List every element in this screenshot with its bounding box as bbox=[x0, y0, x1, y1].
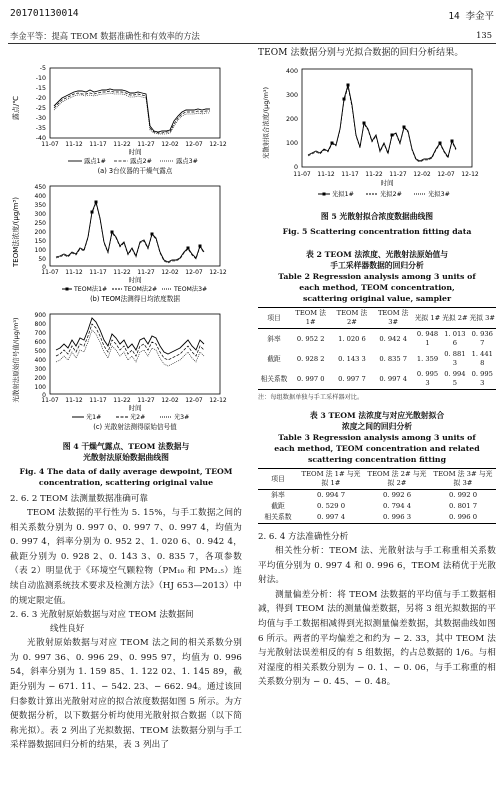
chart-a-ylabel: 露点/℃ bbox=[12, 95, 20, 121]
teom-markers bbox=[91, 201, 202, 250]
svg-text:400: 400 bbox=[34, 193, 46, 200]
chart-b-ylabel: TEOM法浓度/(μg/m³) bbox=[12, 197, 20, 267]
fitting-chart bbox=[258, 63, 496, 203]
svg-text:露点3#: 露点3# bbox=[176, 158, 198, 165]
svg-text:TEOM法2#: TEOM法2# bbox=[124, 286, 158, 293]
svg-text:-30: -30 bbox=[35, 115, 46, 122]
scatter-original-chart bbox=[10, 310, 242, 432]
fit-markers bbox=[331, 84, 454, 145]
svg-text:300: 300 bbox=[34, 211, 46, 218]
svg-text:11-22: 11-22 bbox=[113, 269, 131, 276]
header-rule bbox=[8, 43, 496, 44]
svg-text:800: 800 bbox=[34, 321, 46, 328]
table-2 bbox=[258, 307, 496, 390]
svg-text:11-27: 11-27 bbox=[389, 171, 407, 178]
svg-text:11-07: 11-07 bbox=[41, 397, 59, 404]
svg-text:11-17: 11-17 bbox=[89, 269, 107, 276]
svg-text:TEOM法3#: TEOM法3# bbox=[174, 286, 208, 293]
table2-header: TEOM 法 2# bbox=[331, 308, 372, 329]
svg-text:450: 450 bbox=[34, 184, 46, 191]
svg-text:200: 200 bbox=[34, 229, 46, 236]
chart-a-caption: (a) 3台仪器的干燥气露点 bbox=[97, 167, 173, 175]
table-row: 斜率 0. 952 2 1. 020 6 0. 942 4 0. 948 1 1. 013 6 0. 936 7 bbox=[267, 330, 493, 347]
chart-b-caption: (b) TEOM法测得日均浓度数据 bbox=[90, 295, 180, 303]
svg-text:-25: -25 bbox=[35, 105, 46, 112]
svg-text:12-02: 12-02 bbox=[161, 397, 179, 404]
svg-text:-20: -20 bbox=[35, 95, 46, 102]
dewpoint-3-line bbox=[54, 93, 210, 134]
chart-a-legend bbox=[68, 156, 198, 165]
teom-1-line bbox=[56, 202, 204, 262]
svg-text:700: 700 bbox=[34, 330, 46, 337]
chart-a-xticks bbox=[41, 141, 227, 148]
svg-text:12-07: 12-07 bbox=[185, 397, 203, 404]
svg-text:400: 400 bbox=[34, 357, 46, 364]
svg-text:-10: -10 bbox=[35, 75, 46, 82]
svg-text:12-02: 12-02 bbox=[413, 171, 431, 178]
table-row: 斜率 0. 994 7 0. 992 6 0. 992 0 bbox=[271, 491, 478, 499]
dewpoint-2-line bbox=[54, 91, 210, 133]
chart-c-yticklabels bbox=[35, 312, 47, 399]
chart-c-xticks bbox=[41, 397, 227, 404]
table2-header: 光拟 1# bbox=[414, 308, 441, 329]
table2-header: 项目 bbox=[258, 308, 290, 329]
section-2-6-2: 2. 6. 2 TEOM 法测量数据准确可靠 bbox=[10, 494, 148, 504]
svg-text:400: 400 bbox=[285, 68, 298, 75]
svg-text:11-17: 11-17 bbox=[341, 171, 359, 178]
svg-text:50: 50 bbox=[38, 256, 46, 263]
svg-text:300: 300 bbox=[285, 92, 298, 99]
svg-text:TEOM法1#: TEOM法1# bbox=[74, 286, 108, 293]
svg-text:100: 100 bbox=[285, 140, 298, 147]
svg-text:11-27: 11-27 bbox=[137, 397, 155, 404]
table3-caption: 表 3 TEOM 法浓度与对应光散射拟合 浓度之间的回归分析 Table 3 Regression analysis among 3 units of each method, TEOM concentration and related scattering concentration fitting bbox=[274, 411, 480, 464]
table2-header: TEOM 法 3# bbox=[373, 308, 414, 329]
svg-text:900: 900 bbox=[34, 312, 46, 319]
svg-text:11-12: 11-12 bbox=[65, 397, 83, 404]
svg-text:11-27: 11-27 bbox=[137, 141, 155, 148]
svg-text:光2#: 光2# bbox=[130, 414, 146, 421]
svg-text:0: 0 bbox=[42, 392, 46, 399]
svg-text:11-17: 11-17 bbox=[89, 397, 107, 404]
svg-text:-15: -15 bbox=[35, 85, 46, 92]
svg-text:11-12: 11-12 bbox=[65, 141, 83, 148]
svg-text:光拟1#: 光拟1# bbox=[332, 191, 354, 198]
table2-header: 光拟 2# bbox=[441, 308, 468, 329]
table-row: 截距 0. 928 2 0. 143 3 0. 835 7 1. 359 0. 881 3 1. 441 8 bbox=[267, 350, 493, 367]
dewpoint-chart bbox=[10, 46, 242, 176]
svg-text:12-07: 12-07 bbox=[185, 269, 203, 276]
chart-b-yticklabels bbox=[35, 184, 47, 271]
section-2-6-4: 2. 6. 4 方法准确性分析 bbox=[258, 532, 349, 542]
svg-text:-40: -40 bbox=[35, 135, 46, 142]
svg-text:光1#: 光1# bbox=[86, 414, 102, 421]
svg-text:11-07: 11-07 bbox=[293, 171, 311, 178]
header-id: 201701130014 bbox=[10, 8, 79, 19]
chart-b-xticks bbox=[41, 269, 227, 276]
svg-text:11-22: 11-22 bbox=[365, 171, 383, 178]
table-row: 截距 0. 529 0 0. 794 4 0. 801 7 bbox=[271, 502, 478, 510]
svg-text:200: 200 bbox=[285, 116, 298, 123]
header-mark: 14 李金平 bbox=[448, 11, 494, 22]
svg-text:500: 500 bbox=[34, 348, 46, 355]
teom-chart bbox=[10, 182, 242, 304]
svg-text:光拟2#: 光拟2# bbox=[380, 191, 402, 198]
svg-text:光拟3#: 光拟3# bbox=[428, 191, 450, 198]
para-correlation: 相关性分析：TEOM 法、光散射法与手工称重相关系数平均值分别为 0. 997 4 和 0. 996 6，TEOM 法稍优于光散射法。 bbox=[258, 546, 496, 586]
chart-c-ylabel: 光散射法原始信号值/(μg/m³) bbox=[12, 317, 20, 403]
running-head: 李金平等：提高 TEOM 数据准确性和有效率的方法 bbox=[10, 31, 200, 41]
svg-text:-35: -35 bbox=[35, 125, 46, 132]
table-row: 相关系数 0. 997 0 0. 997 7 0. 997 4 0. 995 3 0. 994 5 0. 995 3 bbox=[258, 369, 496, 390]
table-3 bbox=[258, 468, 496, 524]
svg-text:150: 150 bbox=[34, 238, 46, 245]
table2-header: TEOM 法 1# bbox=[290, 308, 331, 329]
fig4-caption: 图 4 干燥气露点、TEOM 法数据与 光散射法原始数据曲线图 Fig. 4 The data of daily average dewpoint, TEOM concentration, scattering original value bbox=[19, 442, 233, 487]
svg-text:光3#: 光3# bbox=[174, 414, 190, 421]
svg-text:350: 350 bbox=[34, 202, 46, 209]
fit-1-line bbox=[308, 85, 456, 161]
svg-text:12-02: 12-02 bbox=[161, 269, 179, 276]
chart5-xlabel: 时间 bbox=[380, 179, 394, 187]
svg-text:11-22: 11-22 bbox=[113, 397, 131, 404]
table3-header: TEOM 法 2# 与光拟 2# bbox=[364, 469, 430, 490]
svg-text:12-07: 12-07 bbox=[185, 141, 203, 148]
scatter-1-line bbox=[56, 318, 204, 354]
svg-text:11-17: 11-17 bbox=[89, 141, 107, 148]
table3-header: 项目 bbox=[258, 469, 298, 490]
svg-text:12-12: 12-12 bbox=[209, 397, 227, 404]
chart-a-yticklabels bbox=[36, 65, 46, 142]
table-row: 相关系数 0. 997 4 0. 996 3 0. 996 0 bbox=[258, 512, 496, 524]
fit-2-line bbox=[308, 87, 456, 162]
right-column bbox=[258, 46, 496, 690]
svg-text:露点2#: 露点2# bbox=[130, 158, 152, 165]
para-right-top: TEOM 法数据分别与光拟合数据的回归分析结果。 bbox=[258, 48, 464, 58]
chart5-legend bbox=[318, 189, 450, 198]
svg-text:露点1#: 露点1# bbox=[84, 158, 106, 165]
table2-note: 注：每组数据单独与手工采样器对比。 bbox=[258, 394, 364, 401]
svg-text:100: 100 bbox=[34, 247, 46, 254]
svg-text:11-07: 11-07 bbox=[41, 141, 59, 148]
svg-text:100: 100 bbox=[34, 384, 46, 391]
chart5-yticklabels bbox=[286, 68, 298, 171]
svg-text:250: 250 bbox=[34, 220, 46, 227]
table2-caption: 表 2 TEOM 法浓度、光散射法原始值与 手工采样器数据的回归分析 Table 2 Regression analysis among 3 units of each method, TEOM concentration, scattering original value, sampler bbox=[278, 250, 476, 303]
chart-b-legend bbox=[62, 285, 207, 293]
para-teom-accuracy: TEOM 法数据的平行性为 5. 15%，与手工数据之间的相关系数分别为 0. 997 0、0. 997 7、0. 997 4，均值为 0. 997 4，斜率分别为 0. 952 2、1. 020 6、0. 942 4，截距分别为 0. 928 2、0. 143 3、0. 835 7，各项参数（表 2）明显优于《环境空气颗粒物（PM₁₀ 和 PM₂.₅）连续自动监测系统技术要求及检测方法》（HJ 653—2013）中的规定限定值。 bbox=[10, 508, 242, 606]
table3-header: TEOM 法 3# 与光拟 3# bbox=[430, 469, 496, 490]
svg-text:200: 200 bbox=[34, 375, 46, 382]
svg-text:0: 0 bbox=[42, 264, 46, 271]
table3-header: TEOM 法 1# 与光拟 1# bbox=[298, 469, 364, 490]
svg-text:12-07: 12-07 bbox=[437, 171, 455, 178]
svg-text:12-02: 12-02 bbox=[161, 141, 179, 148]
svg-text:11-12: 11-12 bbox=[317, 171, 335, 178]
svg-text:12-12: 12-12 bbox=[209, 141, 227, 148]
svg-text:11-12: 11-12 bbox=[65, 269, 83, 276]
chart-c-caption: (c) 光散射法测得原始信号值 bbox=[93, 423, 177, 431]
section-2-6-3-line1: 2. 6. 3 光散射原始数据与对应 TEOM 法数据间 bbox=[10, 610, 194, 621]
svg-text:11-22: 11-22 bbox=[113, 141, 131, 148]
svg-text:12-12: 12-12 bbox=[461, 171, 479, 178]
svg-text:0: 0 bbox=[293, 164, 298, 171]
svg-text:300: 300 bbox=[34, 366, 46, 373]
left-column bbox=[10, 46, 242, 753]
para-scatter-linear: 光散射原始数据与对应 TEOM 法之间的相关系数分别为 0. 997 36、0. 996 29、0. 995 97，均值为 0. 996 54，斜率分别为 1. 159 85、1. 122 02、1. 145 89，截距分别为 − 671. 11、− 542. 23、− 662. 94。通过该回归参数计算出光散射对应的拟合浓度数据如图 5 所示。为方便数据分析，以下数据分析均使用光散射拟合数据（以下简称光拟）。表 2 列出了光拟数据、TEOM 法数据分别与手工采样器数据回归分析的结果，表 3 列出了 bbox=[10, 638, 242, 751]
chart-c-legend bbox=[72, 413, 189, 421]
chart-c-xlabel: 时间 bbox=[128, 404, 142, 412]
chart-a-xlabel: 时间 bbox=[128, 148, 142, 156]
section-2-6-3-line2: 线性良好 bbox=[50, 624, 85, 635]
para-deviation: 测量偏差分析：将 TEOM 法数据的平均值与手工数据相减，得到 TEOM 法的测量偏差数据，另将 3 组光拟数据的平均值与手工数据相减得到光拟测量偏差数据，其数据曲线如图 6 所示。两者的平均偏差之和约为 − 2. 33，其中 TEOM 法与光散射法误差相反的有 5 组数据，约占总数据的 1/6。与相对湿度的相关系数分别为 − 0. 1、− 0. 06，与手工称重的相关系数分别为 − 0. 45、− 0. 48。 bbox=[258, 589, 496, 688]
svg-text:11-07: 11-07 bbox=[41, 269, 59, 276]
chart5-ylabel: 光散射拟合浓度/(μg/m³) bbox=[262, 86, 270, 160]
table2-header: 光拟 3# bbox=[469, 308, 496, 329]
svg-text:-5: -5 bbox=[39, 65, 46, 72]
teom-2-line bbox=[56, 203, 204, 263]
svg-text:600: 600 bbox=[34, 339, 46, 346]
chart-b-xlabel: 时间 bbox=[128, 276, 142, 284]
chart5-xticks bbox=[293, 171, 479, 178]
page-number: 135 bbox=[476, 30, 492, 40]
svg-text:11-27: 11-27 bbox=[137, 269, 155, 276]
svg-text:12-12: 12-12 bbox=[209, 269, 227, 276]
fig5-caption: 图 5 光散射拟合浓度数据曲线图 Fig. 5 Scattering concentration fitting data bbox=[282, 212, 472, 236]
